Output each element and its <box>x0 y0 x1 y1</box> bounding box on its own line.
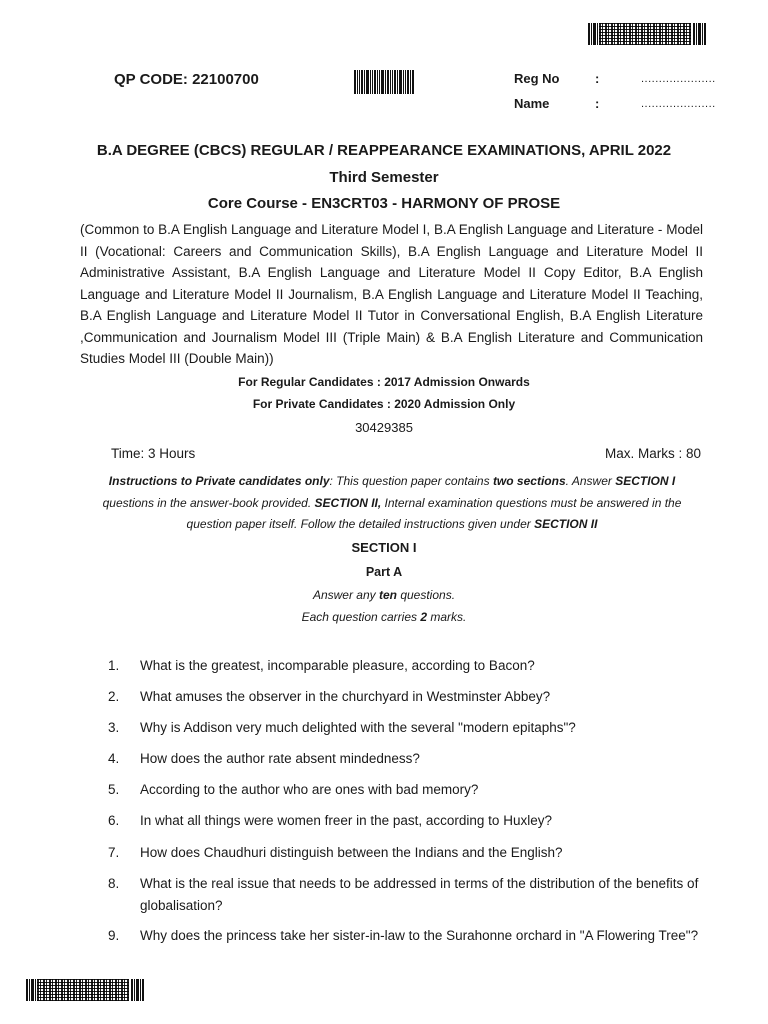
question-text: How does the author rate absent mindedness? <box>140 751 420 766</box>
question-number: 8. <box>108 876 120 891</box>
question-item <box>108 925 708 947</box>
question-text: In what all things were women freer in the past, according to Huxley? <box>140 813 552 828</box>
question-number: 5. <box>108 782 120 797</box>
regular-candidates: For Regular Candidates : 2017 Admission Onwards <box>238 375 530 389</box>
instr-two-sections: two sections <box>492 474 566 488</box>
reg-no-label: Reg No <box>514 71 560 86</box>
max-marks: Max. Marks : 80 <box>604 446 701 461</box>
reg-no-field[interactable]: ..................... <box>641 73 716 85</box>
instr-text-2: . Answer <box>565 474 616 488</box>
course-title: Core Course - EN3CRT03 - HARMONY OF PROSE <box>207 195 561 212</box>
bottom-left-barcode <box>26 979 156 1001</box>
qp-code: QP CODE: 22100700 <box>114 71 259 88</box>
instr-section-2: SECTION II, <box>314 495 382 510</box>
question-number: 9. <box>108 928 120 943</box>
name-label: Name <box>514 96 550 111</box>
top-right-barcode <box>588 23 718 45</box>
question-item <box>108 686 708 708</box>
question-number: 4. <box>108 751 120 766</box>
instr-section-1: SECTION I <box>615 474 676 488</box>
question-number: 7. <box>108 845 120 860</box>
question-item <box>108 655 708 677</box>
question-text: According to the author who are ones with bad memory? <box>140 782 479 797</box>
question-text: Why is Addison very much delighted with the several "modern epitaphs"? <box>140 720 576 735</box>
question-item <box>108 842 708 864</box>
question-number: 3. <box>108 720 120 735</box>
question-text: What is the real issue that needs to be addressed in terms of the distribution of the benefits of globalisation? <box>140 876 699 913</box>
question-item <box>108 810 708 832</box>
semester: Third Semester <box>329 169 439 186</box>
answer-instruction: Answer any ten questions. <box>312 588 456 602</box>
time-allowed: Time: 3 Hours <box>111 446 196 461</box>
question-number: 1. <box>108 658 120 673</box>
question-item <box>108 779 708 801</box>
question-text: What amuses the observer in the churchyard in Westminster Abbey? <box>140 689 551 704</box>
instr-text-1: : This question paper contains <box>329 474 493 488</box>
common-to-paragraph: (Common to B.A English Language and Literature Model I, B.A English Language and Literature - Model II (Vocational: Careers and Communication Skills), B.A English Language and Literature Model II Administrative Assistant, B.A English Language and Literature Model II Copy Editor, B.A English Language and Literature Model II Journalism, B.A English Language and Literature Model II Teaching, B.A English Language and Literature Model II Tutor in Conversational English, B.A English Literature ,Communication and Journalism Model III (Triple Main) & B.A English Literature and Communication Studies Model III (Double Main)) <box>80 222 703 366</box>
center-barcode <box>354 70 415 94</box>
exam-title: B.A DEGREE (CBCS) REGULAR / REAPPEARANCE EXAMINATIONS, APRIL 2022 <box>96 142 672 159</box>
marks-instruction: Each question carries 2 marks. <box>301 610 467 624</box>
name-field[interactable]: ..................... <box>641 98 716 110</box>
instr-section-2-ref: SECTION II <box>534 517 598 531</box>
instr-heading: Instructions to Private candidates only <box>108 474 330 488</box>
reg-no-colon: : <box>595 71 600 86</box>
question-item <box>108 873 708 917</box>
question-item <box>108 748 708 770</box>
paper-code: 30429385 <box>355 420 413 435</box>
part-title: Part A <box>365 565 403 579</box>
name-colon: : <box>595 96 600 111</box>
instr-text-3: questions in the answer-book provided. <box>102 495 315 510</box>
instr-text-4: Internal examination questions must be answered in the question paper itself. Follow the detailed instructions given under <box>186 495 682 531</box>
section-title: SECTION I <box>351 540 417 555</box>
question-item <box>108 717 708 739</box>
question-number: 2. <box>108 689 120 704</box>
private-candidates: For Private Candidates : 2020 Admission Only <box>252 397 516 411</box>
question-text: How does Chaudhuri distinguish between the Indians and the English? <box>140 845 563 860</box>
private-candidate-instructions <box>84 471 700 536</box>
question-number: 6. <box>108 813 120 828</box>
question-text: Why does the princess take her sister-in-law to the Surahonne orchard in "A Flowering Tree"? <box>140 928 699 943</box>
question-text: What is the greatest, incomparable pleasure, according to Bacon? <box>140 658 535 673</box>
